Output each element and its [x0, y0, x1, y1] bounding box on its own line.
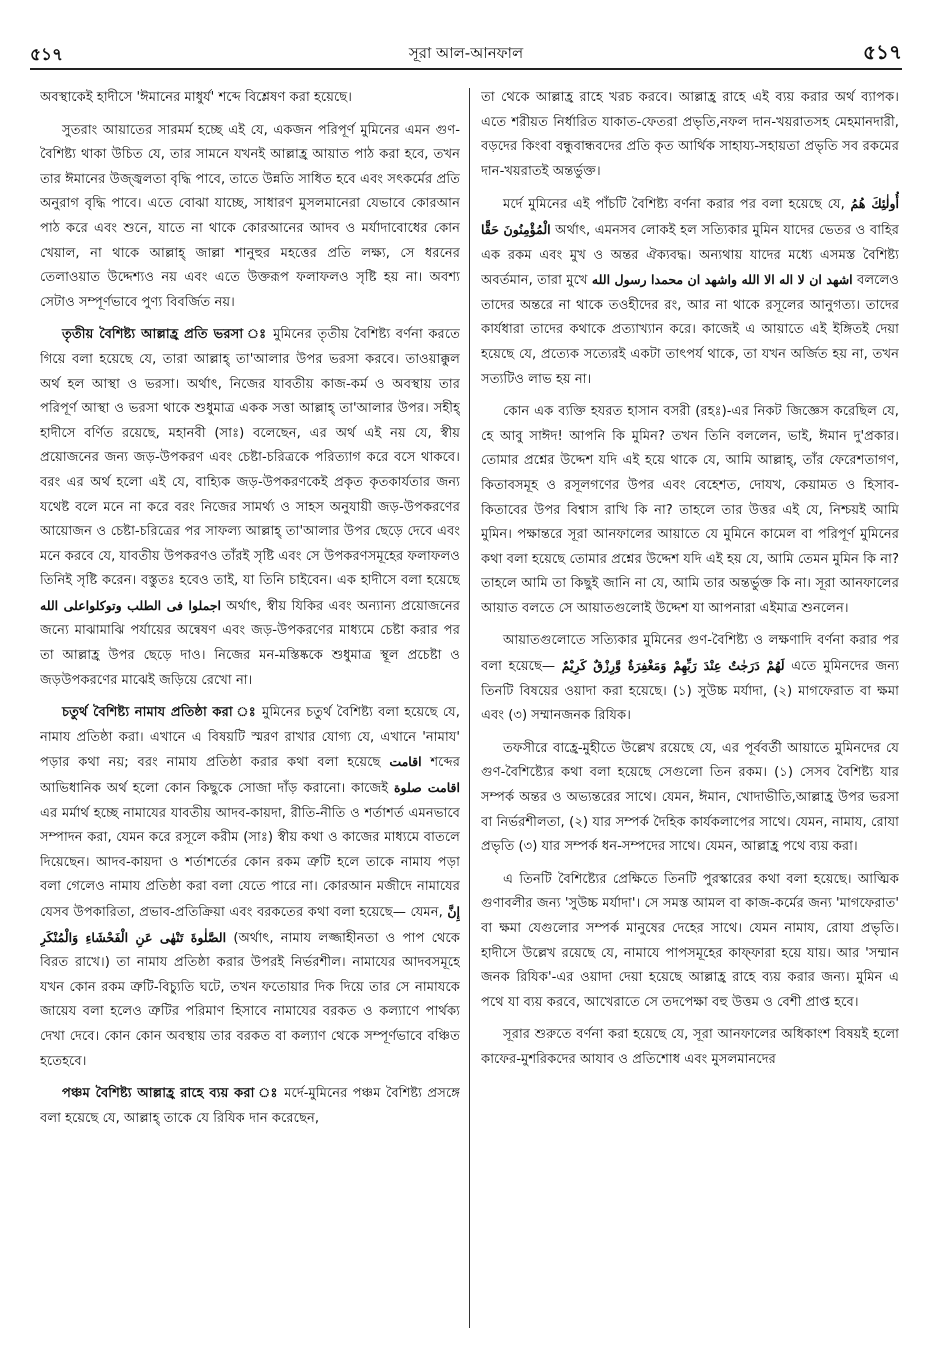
paragraph-text: আয়াতগুলোতে সত্যিকার মুমিনের গুণ-বৈশিষ্ট্য ও লক্ষণাদি বর্ণনা করার পর বলা হয়েছে— [481, 633, 899, 675]
paragraph [40, 323, 460, 693]
paragraph [481, 86, 899, 184]
paragraph-text: মর্দে মুমিনের এই পাঁচটি বৈশিষ্ট্য বর্ণনা করার পর বলা হয়েছে যে, [503, 197, 845, 213]
paragraph [40, 119, 460, 316]
arabic-phrase: اقامت صلوة [394, 780, 460, 796]
paragraph [481, 629, 899, 728]
arabic-shahada: اشهد ان لا اله الا الله واشهد ان محمدا رسول الله [591, 272, 853, 288]
arabic-hadith: اجملوا فى الطلب وتوكلواعلى الله [40, 597, 222, 613]
page-number-left: ৫১৭ [30, 45, 64, 65]
paragraph-text: এ তিনটি বৈশিষ্ট্যের প্রেক্ষিতে তিনটি পুরস্কারের কথা বলা হয়েছে। আত্মিক গুণাবলীর জন্য 'সুউচ্চ মর্যাদা'। সে সমস্ত আমল বা কাজ-কর্মের জন্য 'মাগফেরাত' বা ক্ষমা যেগুলোর সম্পর্ক মানুষের দেহের সাথে। যেমন নামায, রোযা প্রভৃতি। হাদীসে উল্লেখ রয়েছে যে, নামাযে পাপসমূহের কাফ্ফারা হয়ে যায়। আর 'সম্মান জনক রিযিক'-এর ওয়াদা দেয়া হয়েছে আল্লাহ্র রাহে ব্যয় করার জন্য। মুমিন এ পথে যা ব্যয় করবে, আখেরাতে সে তদপেক্ষা বহু উত্তম ও বেশী প্রাপ্ত হবে। [481, 871, 899, 1010]
paragraph-text: তফসীরে বাহ্রে-মুহীতে উল্লেখ রয়েছে যে, এর পূর্ববর্তী আয়াতে মুমিনদের যে গুণ-বৈশিষ্ট্যের কথা বলা হয়েছে সেগুলো তিন রকম। (১) সেসব বৈশিষ্ট্য যার সম্পর্ক অন্তর ও অভ্যন্তরের সাথে। যেমন, ঈমান, খোদাভীতি,আল্লাহ্র উপর ভরসা বা নির্ভরশীলতা, (২) যার সম্পর্ক দৈহিক কার্যকলাপের সাথে। যেমন, নামায, রোযা প্রভৃতি (৩) যার সম্পর্ক ধন-সম্পদের সাথে। যেমন, আল্লাহ্র পথে ব্যয় করা। [481, 740, 899, 855]
paragraph-text: মুমিনের তৃতীয় বৈশিষ্ট্য বর্ণনা করতে গিয়ে বলা হয়েছে যে, তারা আল্লাহ্ তা'আলার উপর ভরসা করবে। তাওয়াক্কুল অর্থ হল আস্থা ও ভরসা। অর্থাৎ, নিজের যাবতীয় কাজ-কর্ম ও অবস্থায় তার পরিপূর্ণ আস্থা ও ভরসা থাকে শুধুমাত্র একক সত্তা আল্লাহ্ তা'আলার উপর। সহীহ্ হাদীসে বর্ণিত রয়েছে, মহানবী (সাঃ) বলেছেন, এর অর্থ এই নয় যে, স্বীয় প্রয়োজনের জন্য জড়-উপকরণ এবং চেষ্টা-চরিত্রকে পরিত্যাগ করে বসে থাকবে। বরং এর অর্থ হলো এই যে, বাহ্যিক জড়-উপকরণকেই প্রকৃত কৃতকার্যতার জন্য যথেষ্ট বলে মনে না করে বরং নিজের সামর্থ্য ও সাহস অনুযায়ী জড়-উপকরণের আয়োজন ও চেষ্টা-চরিত্রের পর সাফল্য আল্লাহ্ তা'আলার উপর ছেড়ে দেবে এবং মনে করবে যে, যাবতীয় উপকরণও তাঁরই সৃষ্টি এবং সে উপকরণসমূহের ফলাফলও তিনিই সৃষ্টি করেন। বস্তুতঃ হবেও তাই, যা তিনি চাইবেন। এক হাদীসে বলা হয়েছে [40, 327, 460, 589]
paragraph-text: তা থেকে আল্লাহ্র রাহে খরচ করবে। আল্লাহ্র রাহে এই ব্যয় করার অর্থ ব্যাপক। এতে শরীয়ত নির্ধারিত যাকাত-ফেতরা প্রভৃতি,নফল দান-খয়রাতসহ মেহমানদারী, বড়দের কিংবা বন্ধুবান্ধবদের প্রতি কৃত আর্থিক সাহায্য-সহায়তা প্রভৃতি সব রকমের দান-খয়রাতই অন্তর্ভুক্ত। [481, 90, 899, 179]
section-heading-fourth-trait: চতুর্থ বৈশিষ্ট্য নামায প্রতিষ্ঠা করা ঃ [62, 705, 257, 721]
section-heading-fifth-trait: পঞ্চম বৈশিষ্ট্য আল্লাহ্র রাহে ব্যয় করা ঃ [62, 1086, 279, 1102]
arabic-verse: لَهُمْ دَرَجٰتٌ عِنْدَ رَبِّهِمْ وَمَغْفِرَةٌ وَّرِزْقٌ كَرِيْمٌ [561, 658, 785, 674]
paragraph [481, 737, 899, 860]
paragraph-text: বললেও তাদের অন্তরে না থাকে তওহীদের রং, আর না থাকে রসূলের আনুগত্য। তাদের কার্যধারা তাদের কথাকে প্রত্যাখ্যান করে। কাজেই এ আয়াতে এই ইঙ্গিতই দেয়া হয়েছে যে, প্রত্যেক সত্যেরই একটা তাৎপর্য থাকে, তা যখন অর্জিত হয় না, তখন সত্যটিও লাভ হয় না। [481, 273, 899, 387]
paragraph-text: অবস্থাকেই হাদীসে 'ঈমানের মাধুর্য' শব্দে বিশ্লেষণ করা হয়েছে। [40, 90, 353, 105]
page-number-right: ৫১৭ [863, 40, 902, 64]
surah-title: সূরা আল-আনফাল [408, 44, 524, 62]
left-column [40, 86, 460, 1336]
paragraph-text: শব্দের আভিধানিক অর্থ হলো কোন কিছুকে সোজা দাঁড় করানো। কাজেই [40, 755, 460, 797]
paragraph-text: সূরার শুরুতে বর্ণনা করা হয়েছে যে, সূরা আনফালের অধিকাংশ বিষয়ই হলো কাফের-মুশরিকদের আযাব ও প্রতিশোধ এবং মুসলমানদের [481, 1027, 899, 1067]
paragraph-text: এতে মুমিনদের জন্য তিনটি বিষয়ের ওয়াদা করা হয়েছে। (১) সুউচ্চ মর্যাদা, (২) মাগফেরাত বা ক্ষমা এবং (৩) সম্মানজনক রিযিক। [481, 659, 899, 724]
paragraph [481, 192, 899, 392]
paragraph [40, 701, 460, 1074]
paragraph-text: মুমিনের চতুর্থ বৈশিষ্ট্য বলা হয়েছে যে, নামায প্রতিষ্ঠা করা। এখানে এ বিষয়টি স্মরণ রাখার যোগ্য যে, এখানে 'নামায' পড়ার কথা নয়; বরং নামায প্রতিষ্ঠা করার কথা বলা হয়েছে [40, 705, 460, 771]
page-header [30, 38, 902, 70]
paragraph [40, 86, 460, 111]
paragraph-text: অর্থাৎ, এমনসব লোকই হল সত্যিকার মুমিন যাদের ভেতর ও বাহির এক রকম এবং মুখ ও অন্তর ঐক্যবদ্ধ। অন্যথায় যাদের মধ্যে এসমস্ত বৈশিষ্ট্য অবর্তমান, তারা মুখে [481, 222, 899, 289]
paragraph [481, 400, 899, 621]
paragraph [481, 868, 899, 1016]
arabic-verse: أُولٰئِكَ هُمُ الْمُؤْمِنُونَ حَقًّا [481, 196, 899, 237]
paragraph [40, 1082, 460, 1131]
paragraph-text: (অর্থাৎ, নামায লজ্জাহীনতা ও পাপ থেকে বিরত রাখে।) তা নামায প্রতিষ্ঠা করার উপরই নির্ভরশীল। নামাযের আদবসমূহে যখন কোন রকম ত্রুটি-বিচ্যুতি ঘটে, তখন ফতোয়ার দিক দিয়ে তার সে নামাযকে জায়েয বলা হলেও ত্রুটির পরিমাণ হিসাবে নামাযের বরকত ও কল্যাণে পার্থক্য দেখা দেবে। কোন কোন অবস্থায় তার বরকত বা কল্যাণ থেকে সম্পূর্ণভাবে বঞ্চিত হতেহবে। [40, 930, 460, 1069]
right-column [481, 86, 899, 1336]
paragraph [481, 1023, 899, 1072]
arabic-word: اقامت [389, 754, 422, 770]
arabic-verse: إِنَّ الصَّلٰوةَ تَنْهٰى عَنِ الْفَحْشَاءِ وَالْمُنْكَرِ [40, 904, 460, 945]
section-heading-third-trait: তৃতীয় বৈশিষ্ট্য আল্লাহ্র প্রতি ভরসা ঃ [62, 327, 268, 343]
paragraph-text: এর মর্মার্থ হচ্ছে নামাযের যাবতীয় আদব-কায়দা, রীতি-নীতি ও শর্তাশর্ত এমনভাবে সম্পাদন করা, যেমন করে রসূলে করীম (সাঃ) স্বীয় কথা ও কাজের মাধ্যমে বাতলে দিয়েছেন। আদব-কায়দা ও শর্তাশর্তের কোন রকম ত্রুটি হলে তাকে নামায পড়া বলা গেলেও নামায প্রতিষ্ঠা করা বলা যেতে পারে না। কোরআন মজীদে নামাযের যেসব উপকারিতা, প্রভাব-প্রতিক্রিয়া এবং বরকতের কথা বলা হয়েছে— যেমন, [40, 805, 460, 920]
paragraph-text: কোন এক ব্যক্তি হযরত হাসান বসরী (রহঃ)-এর নিকট জিজ্ঞেস করেছিল যে, হে আবু সাঈদ! আপনি কি মুমিন? তখন তিনি বললেন, ভাই, ঈমান দু'প্রকার। তোমার প্রশ্নের উদ্দেশ যদি এই হয়ে থাকে যে, আমি আল্লাহ্, তাঁর ফেরেশতাগণ, কিতাবসমূহ ও রসূলগণের উপর এবং বেহেশত, দোযখ, কেয়ামত ও হিসাব-কিতাবের উপর বিশ্বাস রাখি কি না? তাহলে তার উত্তর এই যে, নিশ্চয়ই আমি মুমিন। পক্ষান্তরে সূরা আনফালের আয়াতে যে মুমিনে কামেল বা পরিপূর্ণ মুমিনের কথা বলা হয়েছে তোমার প্রশ্নের উদ্দেশ যদি এই হয় যে, আমি তেমন মুমিন কি না? তাহলে আমি তা কিছুই জানি না যে, আমি তার অন্তর্ভুক্ত কি না। সূরা আনফালের আয়াত বলতে সে আয়াতগুলোই উদ্দেশ যা আপনারা এইমাত্র শুনলেন। [481, 404, 899, 616]
paragraph-text: অর্থাৎ, স্বীয় যিকির এবং অন্যান্য প্রয়োজনের জন্যে মাঝামাঝি পর্যায়ের অন্বেষণ এবং জড়-উপকরণের মাধ্যমে চেষ্টা করার পর তা আল্লাহ্র উপর ছেড়ে দাও। নিজের মন-মস্তিষ্ককে শুধুমাত্র স্থূল প্রচেষ্টা ও জড়উপকরণের মাঝেই জড়িয়ে রেখো না। [40, 598, 460, 688]
paragraph-text: মর্দে-মুমিনের পঞ্চম বৈশিষ্ট্য প্রসঙ্গে বলা হয়েছে যে, আল্লাহ্ তাকে যে রিযিক দান করেছেন, [40, 1086, 460, 1126]
column-divider [469, 88, 470, 1328]
paragraph-text: সুতরাং আয়াতের সারমর্ম হচ্ছে এই যে, একজন পরিপূর্ণ মুমিনের এমন গুণ-বৈশিষ্ট্য থাকা উচিত যে, তার সামনে যখনই আল্লাহ্র আয়াত পাঠ করা হবে, তখন তার ঈমানের উজ্জ্বলতা বৃদ্ধি পাবে, তাতে উন্নতি সাধিত হবে এবং সৎকর্মের প্রতি অনুরাগ বৃদ্ধি পাবে। এতে বোঝা যাচ্ছে, সাধারণ মুসলমানেরা যেভাবে কোরআন পাঠ করে এবং শুনে, যাতে না থাকে কোরআনের আদব ও মর্যাদাবোধের কোন খেয়াল, না থাকে আল্লাহ্ জাল্লা শানুহুর মহত্তের প্রতি লক্ষ্য, সে ধরনের তেলাওয়াত উদ্দেশ্যও নয় এবং এতে উক্তরূপ ফলাফলও সৃষ্টি হয় না। অবশ্য সেটাও সম্পূর্ণভাবে পুণ্য বিবর্জিত নয়। [40, 122, 460, 310]
